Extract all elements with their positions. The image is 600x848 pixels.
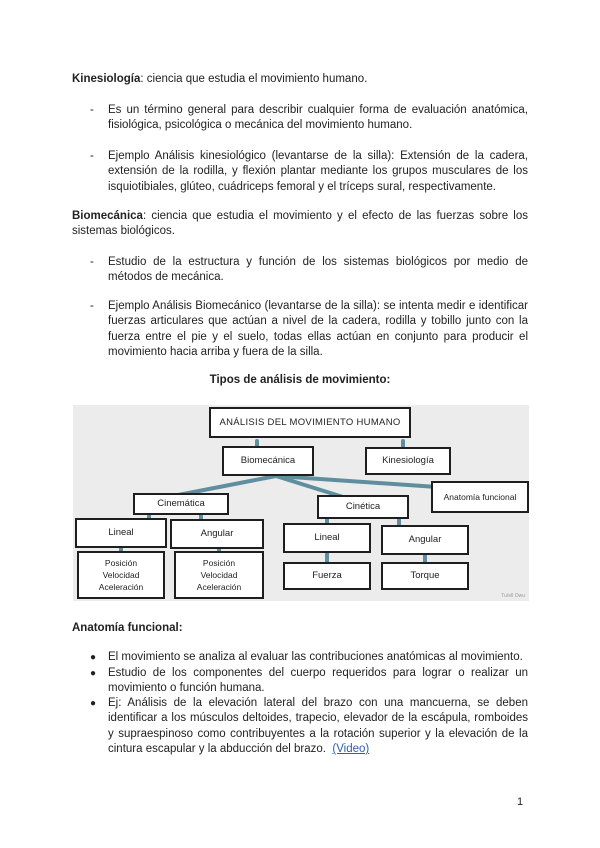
kinesiologia-item-1: Es un término general para describir cualquier forma de evaluación anatómica, fisiológica, psicológica o mecánica del movimiento humano. <box>108 104 528 132</box>
dash-bullet: - <box>90 104 94 116</box>
fuerza-box: Fuerza <box>283 562 371 590</box>
biomecanica-item-1: Estudio de la estructura y función de los sistemas biológicos por medio de métodos de mecánica. <box>108 256 528 284</box>
cinematica-box: Cinemática <box>133 493 229 515</box>
lineal-box-cinetica: Lineal <box>283 523 371 553</box>
dot-bullet: ● <box>90 652 97 663</box>
diagram-title: Tipos de análisis de movimiento: <box>209 374 391 386</box>
anatomia-funcional-box: Anatomía funcional <box>431 481 529 513</box>
pva-acceleration: Aceleración <box>98 582 144 592</box>
pva-position: Posición <box>104 558 138 568</box>
dot-bullet: ● <box>90 668 97 679</box>
anatomia-item-3-text: Ej: Análisis de la elevación lateral del brazo con una mancuerna, se deben identificar a los músculos deltoides, trapecio, elevador de la escápula, romboides y supraespinoso como contribuyentes a la rotación superior y la elevación de la cintura escapular y la abducción del brazo. <box>108 697 528 756</box>
kinesiologia-definition <box>72 72 528 87</box>
pva-velocity: Velocidad <box>200 570 238 580</box>
dash-bullet: - <box>90 256 94 268</box>
root-box: ANÁLISIS DEL MOVIMIENTO HUMANO <box>209 407 411 438</box>
lineal-box-cinematica: Lineal <box>75 518 167 548</box>
anatomia-heading: Anatomía funcional: <box>72 622 183 634</box>
cinetica-box: Cinética <box>317 495 409 519</box>
page-number: 1 <box>517 796 524 808</box>
movement-analysis-diagram <box>73 405 529 601</box>
kinesiologia-definition-text: : ciencia que estudia el movimiento humano. <box>140 73 368 85</box>
dot-bullet: ● <box>90 698 97 709</box>
diagram-watermark: Tu/ell Owu <box>501 593 525 599</box>
biomecanica-definition-text: : ciencia que estudia el movimiento y el efecto de las fuerzas sobre los sistemas biológicos. <box>72 210 528 238</box>
pva-box-lineal <box>77 551 165 599</box>
biomecanica-term: Biomecánica <box>72 210 143 222</box>
dash-bullet: - <box>90 150 94 162</box>
kinesiologia-item-2: Ejemplo Análisis kinesiológico (levantarse de la silla): Extensión de la cadera, extensión de la rodilla, y flexión plantar mediante los grupos musculares de los isquiotibiales, glúteo, cuádriceps femoral y el tríceps sural, respectivamente. <box>108 150 528 193</box>
biomecanica-definition <box>72 209 528 240</box>
pva-acceleration: Aceleración <box>196 582 242 592</box>
kinesiologia-term: Kinesiología <box>72 73 141 85</box>
torque-box: Torque <box>381 562 469 590</box>
anatomia-item-2: Estudio de los componentes del cuerpo requeridos para lograr o realizar un movimiento o función humana. <box>108 667 528 695</box>
kinesiologia-box: Kinesiología <box>365 447 451 475</box>
angular-box-cinematica: Angular <box>170 519 264 549</box>
dash-bullet: - <box>90 300 94 312</box>
pva-box-angular <box>174 551 264 599</box>
biomecanica-box: Biomecánica <box>222 446 314 476</box>
video-link[interactable]: (Video) <box>332 743 370 756</box>
anatomia-item-3 <box>108 696 528 758</box>
pva-position: Posición <box>202 558 236 568</box>
pva-velocity: Velocidad <box>102 570 140 580</box>
angular-box-cinetica: Angular <box>381 525 469 555</box>
biomecanica-item-2: Ejemplo Análisis Biomecánico (levantarse de la silla): se intenta medir e identificar fuerzas articulares que actúan a nivel de la cadera, rodilla y tobillo junto con la fuerza entre el pie y el suelo, todas ellas actúan en conjunto para producir el movimiento hacia arriba y fuera de la silla. <box>108 300 528 359</box>
anatomia-item-1: El movimiento se analiza al evaluar las contribuciones anatómicas al movimiento. <box>108 651 523 663</box>
